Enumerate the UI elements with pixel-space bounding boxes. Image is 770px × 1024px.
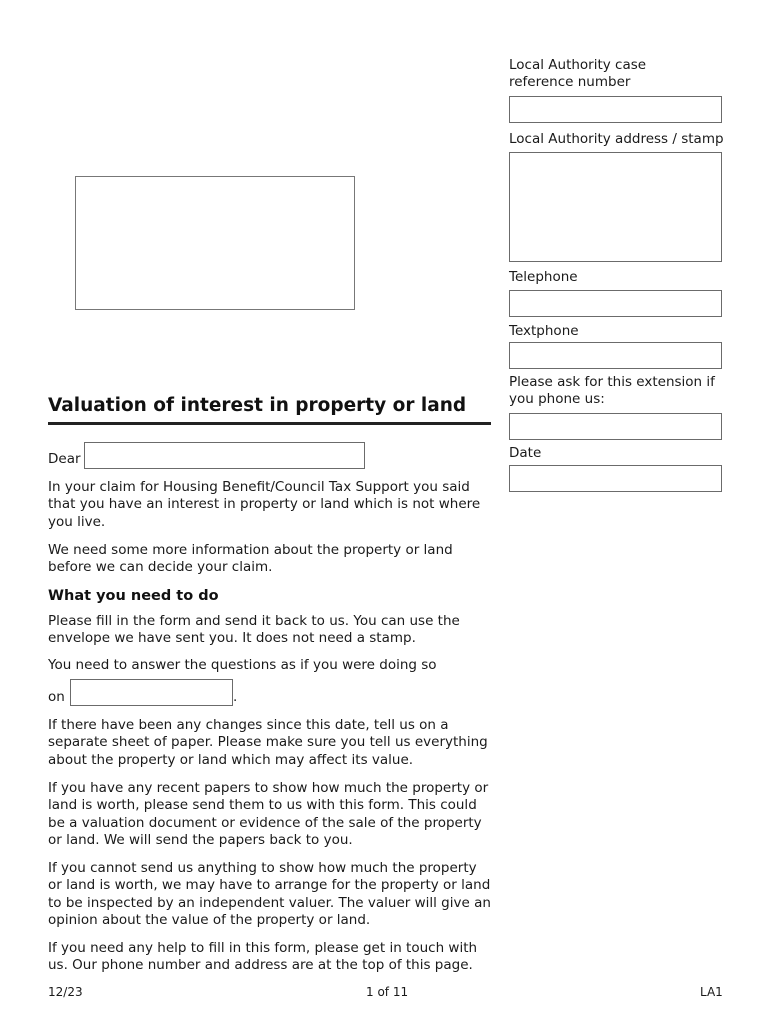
telephone-field[interactable]	[509, 290, 722, 317]
page-title: Valuation of interest in property or land	[48, 395, 467, 416]
instructions-paragraph: Please fill in the form and send it back to us. You can use the envelope we have sent you. It does not need a stamp.	[48, 613, 460, 647]
valuer-paragraph: If you cannot send us anything to show how much the property or land is worth, we may have to arrange for the property or land to be inspected by an independent valuer. The valuer will give an opinion about the value of the property or land.	[48, 860, 491, 929]
footer-form-code: LA1	[700, 985, 723, 999]
dear-name-field[interactable]	[84, 442, 365, 469]
title-rule	[48, 422, 491, 425]
footer-date-code: 12/23	[48, 985, 83, 999]
intro-paragraph: In your claim for Housing Benefit/Council Tax Support you said that you have an interest in property or land which is not where you live.	[48, 479, 481, 530]
address-stamp-field[interactable]	[509, 152, 722, 262]
recent-papers-paragraph: If you have any recent papers to show how much the property or land is worth, please send them to us with this form. This could be a valuation document or evidence of the sale of the property or land. We will send the papers back to you.	[48, 780, 489, 849]
case-reference-field[interactable]	[509, 96, 722, 123]
answer-as-if-paragraph: You need to answer the questions as if you were doing so	[48, 657, 437, 673]
on-date-field[interactable]	[70, 679, 233, 706]
footer-page-number: 1 of 11	[366, 985, 409, 999]
on-suffix: .	[233, 689, 238, 705]
textphone-label: Textphone	[509, 323, 579, 339]
case-reference-label: Local Authority case reference number	[509, 57, 647, 90]
textphone-field[interactable]	[509, 342, 722, 369]
dear-label: Dear	[48, 451, 81, 467]
telephone-label: Telephone	[509, 269, 578, 285]
section-heading: What you need to do	[48, 588, 219, 604]
recipient-address-box	[75, 176, 355, 310]
address-stamp-label: Local Authority address / stamp	[509, 131, 724, 147]
date-label: Date	[509, 445, 542, 461]
help-paragraph: If you need any help to fill in this form, please get in touch with us. Our phone number and address are at the top of this page.	[48, 940, 478, 974]
more-info-paragraph: We need some more information about the property or land before we can decide your claim.	[48, 542, 453, 576]
extension-label: Please ask for this extension if you phone us:	[509, 374, 715, 407]
date-field[interactable]	[509, 465, 722, 492]
changes-paragraph: If there have been any changes since this date, tell us on a separate sheet of paper. Please make sure you tell us everything about the property or land which may affect its value.	[48, 717, 488, 768]
on-label: on	[48, 689, 65, 705]
extension-field[interactable]	[509, 413, 722, 440]
